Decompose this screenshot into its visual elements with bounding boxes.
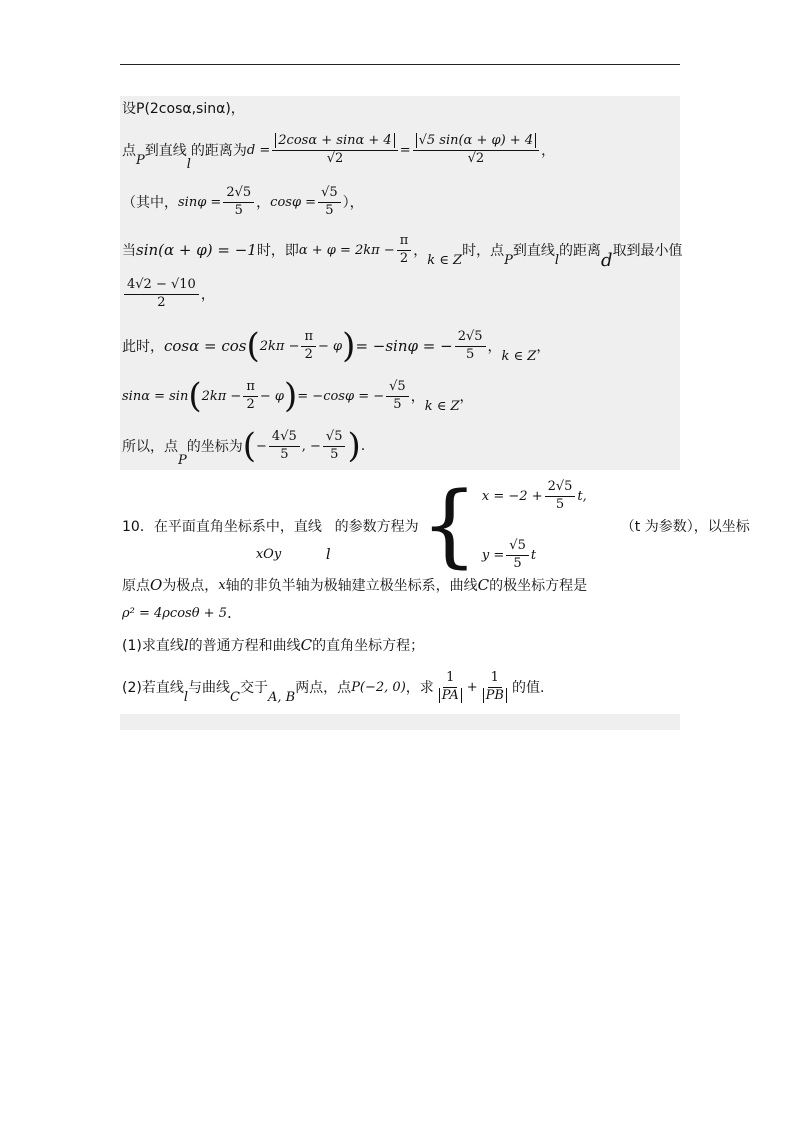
solution-line-4: 当 sin(α + φ) = −1 时，即 α + φ = 2kπ − $\frac{\pi}{2}$ ， k ∈ Z 时，点 P 到直线 l 的距离 d 取到最小值 bbox=[122, 232, 683, 271]
header-rule bbox=[120, 64, 680, 65]
reciprocal-PB: $\frac{1}{PB}$ bbox=[480, 671, 510, 704]
solution-line-7: sinα = sin ( 2kπ − $\frac{\pi}{2}$ − φ ) = −cosφ = − $\frac{√5}{5}$ ， k ∈ Z ， bbox=[122, 376, 474, 416]
pi-over-two: $\frac{\pi}{2}$ bbox=[397, 234, 412, 267]
parametric-system: x = −2 + $\frac{2√5}{5}$ t, y = $\frac{√5}{5}$ t bbox=[481, 479, 587, 572]
question-1: (1)求直线 l 的普通方程和曲线 C 的直角坐标方程； bbox=[122, 636, 425, 654]
system-brace: { bbox=[420, 473, 478, 578]
solution-line-6: 此时， cosα = cos ( 2kπ − $\frac{\pi}{2}$ − φ ) = −sinφ = − $\frac{2√5}{5}$ ， k ∈ Z ， bbox=[122, 326, 551, 366]
question-2: (2)若直线 l 与曲线 C 交于 A, B 两点，点 P(−2, 0) ，求 $\frac{1}{PA}$ + $\frac{1}{PB}$ 的值. bbox=[122, 669, 545, 705]
answer-area-background bbox=[120, 714, 680, 730]
solution-line-8: 所以，点 P 的坐标为 ( − $\frac{4√5}{5}$ , − $\frac{√5}{5}$ ) . bbox=[122, 426, 366, 468]
solution-line-3: （其中， sinφ = $\frac{2√5}{5}$ ， cosφ = $\frac{√5}{5}$ ）， bbox=[122, 184, 364, 218]
cos-alpha-fraction: $\frac{2√5}{5}$ bbox=[455, 330, 486, 363]
distance-fraction-1: $\frac{2\cos\alpha + \sin\alpha + 4}{√2}$ bbox=[272, 134, 397, 167]
solution-line-5: $\frac{4√2 - √10}{2}$ ， bbox=[122, 272, 215, 316]
problem-10-line-3: ρ² = 4ρcosθ + 5 . bbox=[122, 604, 232, 622]
solution-line-1: 设P(2cosα,sinα)， bbox=[122, 101, 245, 117]
cos-phi-fraction: $\frac{√5}{5}$ bbox=[318, 186, 341, 219]
reciprocal-PA: $\frac{1}{PA}$ bbox=[436, 671, 465, 704]
minimum-distance-fraction: $\frac{4√2 - √10}{2}$ bbox=[124, 278, 199, 311]
distance-fraction-2: $\frac{√5 \sin(\alpha + \varphi) + 4}{√2}$ bbox=[413, 134, 540, 167]
sin-phi-fraction: $\frac{2√5}{5}$ bbox=[223, 186, 254, 219]
sin-alpha-fraction: $\frac{√5}{5}$ bbox=[386, 380, 409, 413]
problem-10-line-2: 原点 O 为极点， x 轴的非负半轴为极轴建立极坐标系，曲线 C 的极坐标方程是 bbox=[122, 576, 588, 594]
problem-10-statement: 10．在平面直角坐标系 xOy 中，直线 l 的参数方程为 { x = −2 + $\frac{2√5}{5}$ t, y = $\frac{√5}{5}$ t （t 为参数），以坐标 bbox=[122, 473, 750, 578]
solution-line-2: 点 P 到直线 l 的距离为 d = $\frac{2\cos\alpha + \sin\alpha + 4}{√2}$ = $\frac{√5 \sin(\alpha + \varphi) + 4}{√2}$ ， bbox=[122, 132, 556, 172]
